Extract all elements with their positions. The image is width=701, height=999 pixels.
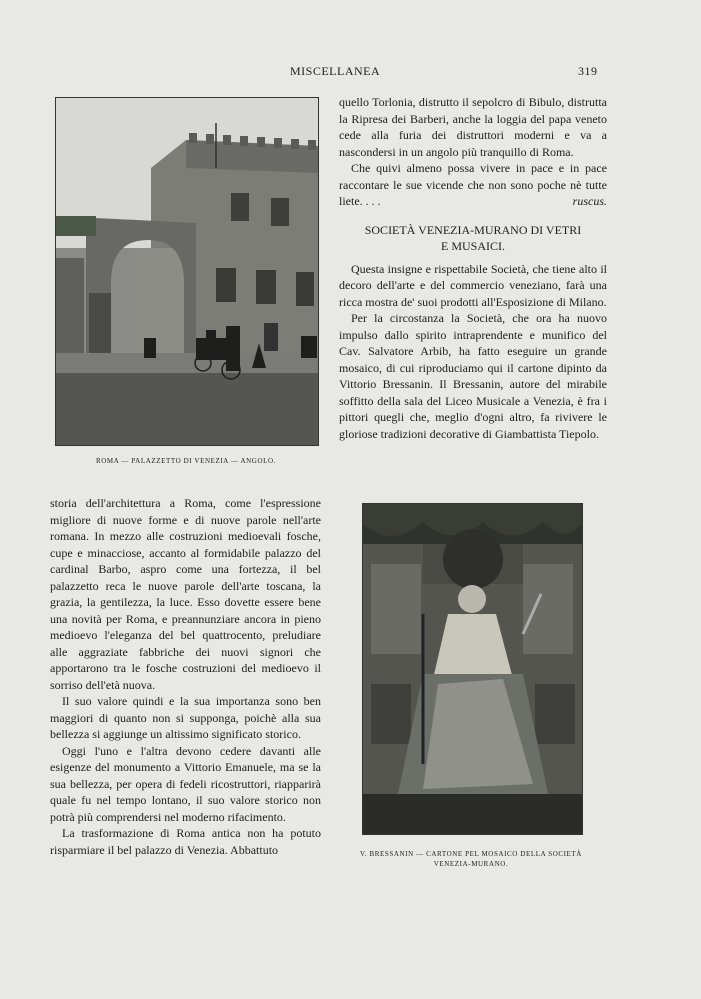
paragraph: Questa insigne e rispettabile Società, che tiene alto il decoro dell'arte e del commercio veneziano, farà una ricca mostra de' suoi prodotti all'Esposizione di Milano.: [339, 261, 607, 309]
running-header-title: MISCELLANEA: [290, 64, 381, 78]
bressanin-caption-line1: V. BRESSANIN — CARTONE PEL MOSAICO DELLA SOCIETÀ: [360, 850, 582, 858]
paragraph: quello Torlonia, distrutto il sepolcro di Bibulo, distrutta la Ripresa dei Barberi, anche la loggia del papa veneto cede alla furia dei distruttori moderni e va a nascondersi in un angolo più tranquillo di Roma.: [339, 95, 607, 159]
page-number: 319: [578, 64, 598, 78]
bressanin-painting: [362, 503, 583, 835]
right-column-text: [339, 94, 607, 442]
section-heading-line2: E MUSAICI.: [440, 239, 505, 253]
paragraph: Il suo valore quindi e la sua importanza sono ben maggiori di quanto non si supponga, poichè alla sua bellezza si aggiunge un altissimo significato storico.: [50, 694, 321, 741]
left-column-text: [50, 495, 321, 858]
bressanin-caption: [345, 849, 597, 869]
section-heading: [339, 222, 607, 255]
palazzetto-photo: [55, 97, 319, 446]
paragraph: La trasformazione di Roma antica non ha potuto risparmiare il bel palazzo di Venezia. Abbattuto: [50, 826, 321, 857]
paragraph-text: Che quivi almeno possa vivere in pace e in pace raccontare le sue vicende che non sono poche nè tutte liete. . . .: [339, 161, 607, 208]
bressanin-caption-line2: VENEZIA-MURANO.: [433, 860, 509, 868]
palazzetto-photo-illustration: [56, 98, 318, 445]
signature: ruscus.: [572, 194, 607, 208]
section-heading-line1: SOCIETÀ VENEZIA-MURANO DI VETRI: [364, 222, 582, 237]
paragraph: Per la circostanza la Società, che ora ha nuovo impulso dallo spirito intraprendente e munifico del Cav. Salvatore Arbib, ha fatto eseguire un grande mosaico, di cui riproduciamo qui il cartone dipinto da Vittorio Bressanin. Il Bressanin, autore del mirabile soffitto della sala del Liceo Musicale a Venezia, è fra i pittori quegli che, meglio d'ogni altro, fa rivivere le gloriose tradizioni decorative di Giambattista Tiepolo.: [339, 311, 607, 441]
paragraph: Oggi l'uno e l'altra devono cedere davanti alle esigenze del monumento a Vittorio Emanuele, ma se la sua bellezza, per opera di fedeli ricostruttori, riapparirà quale fu nel tempo lontano, il suo valore storico non potrà più comprendersi nel moderno rifacimento.: [50, 743, 321, 824]
palazzetto-caption: ROMA — PALAZZETTO DI VENEZIA — ANGOLO.: [96, 457, 276, 465]
paragraph: storia dell'architettura a Roma, come l'espressione migliore di nuove forme e di nuove parole nell'arte romana. In mezzo alle costruzioni medioevali fosche, cupe e minacciose, accanto al formidabile palazzo del cardinal Barbo, aspro come una fortezza, il bel palazzetto reca le nuove parole dell'arte toscana, la grazia, la gentilezza, la luce. Esso dovette essere bene una novità per Roma, e preannunziare ancora in pieno medioevo l'eleganza del bel quattrocento, preludiare alle aggraziate fabbriche dei nuovi signori che apportarono tra le fosche costruzioni del medioevo il sorriso dell'età nuova.: [50, 496, 321, 692]
bressanin-painting-illustration: [363, 504, 582, 834]
paragraph: [339, 160, 607, 210]
